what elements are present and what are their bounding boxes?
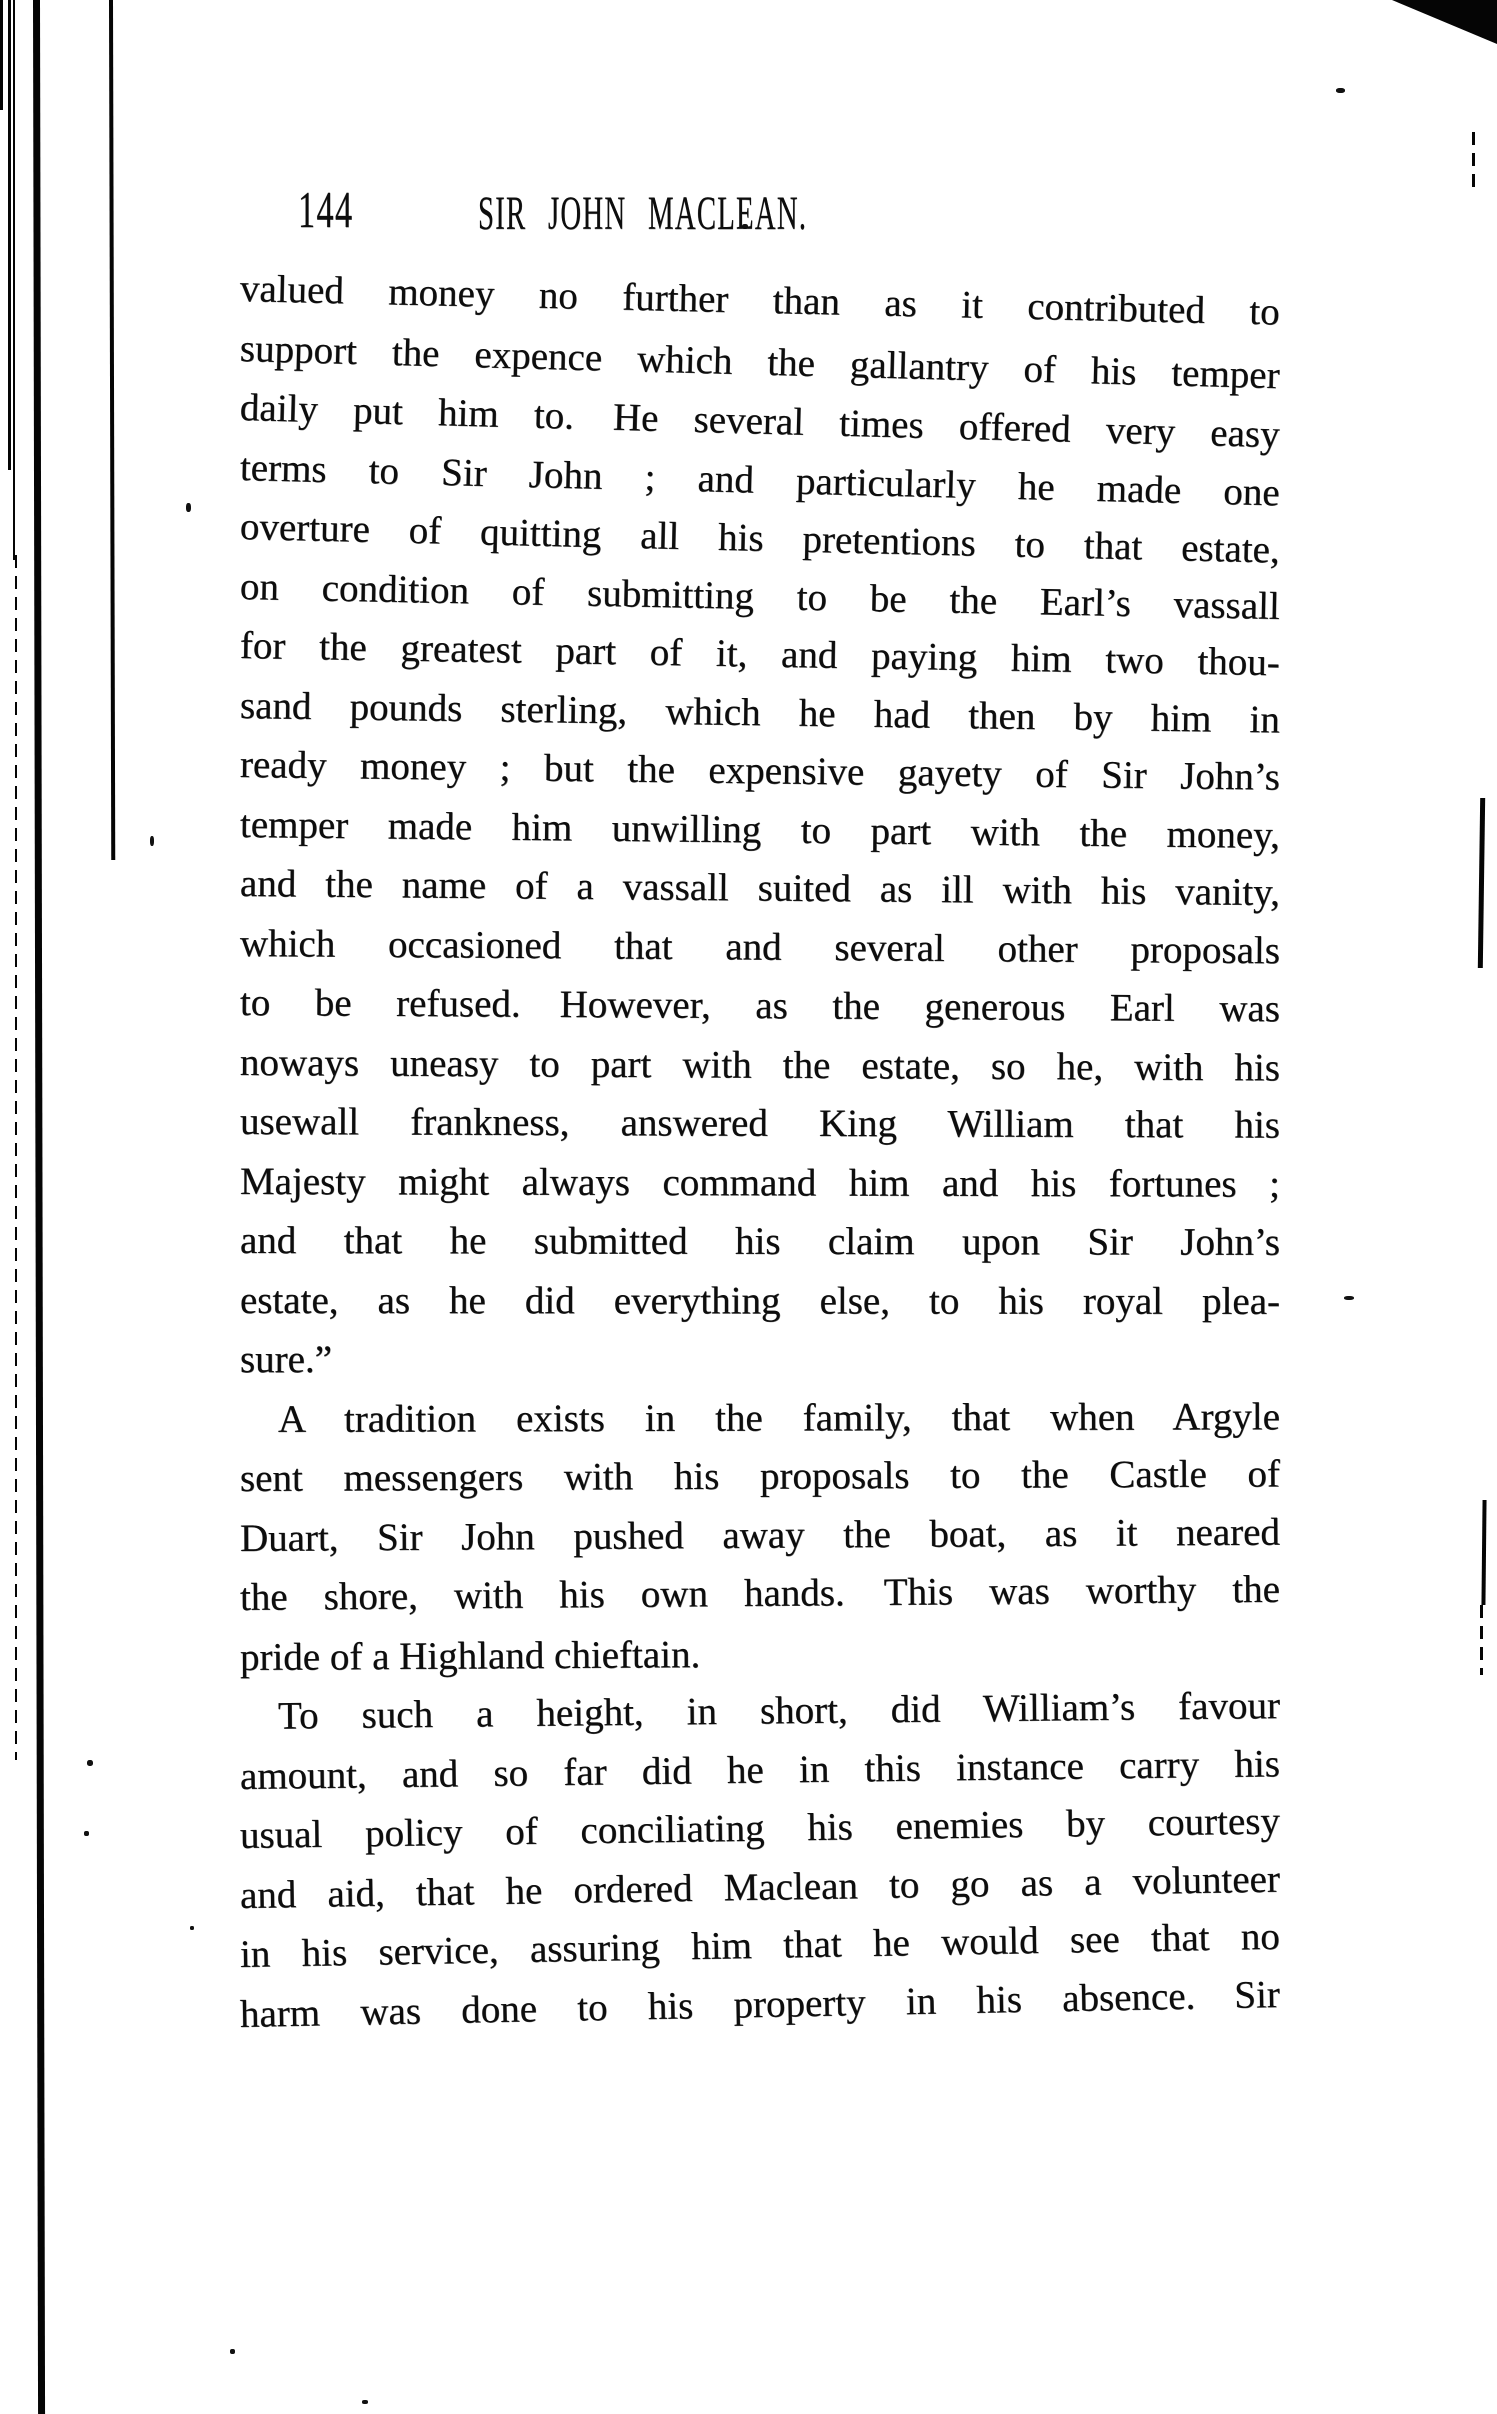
binding-line bbox=[109, 0, 115, 860]
ink-speck bbox=[190, 1926, 194, 1930]
text-line: To such a height, in short, did William’s favour bbox=[277, 1684, 1281, 1738]
text-line: and aid, that he ordered Maclean to go as a volunteer bbox=[239, 1857, 1281, 1917]
text-line: usewall frankness, answered King William that his bbox=[239, 1100, 1281, 1147]
ink-speck bbox=[150, 836, 154, 846]
text-line: Majesty might always command him and his fortunes ; bbox=[239, 1159, 1281, 1206]
text-line: the shore, with his own hands. This was worthy the bbox=[239, 1567, 1281, 1619]
ink-speck bbox=[362, 2400, 368, 2404]
page-number: 144 bbox=[298, 182, 354, 239]
text-line: and that he submitted his claim upon Sir John’s bbox=[239, 1219, 1281, 1264]
text-line: overture of quitting all his pretentions to that estate, bbox=[239, 505, 1281, 572]
binding-line-dashed bbox=[15, 555, 17, 1760]
text-line: Duart, Sir John pushed away the boat, as it neared bbox=[239, 1510, 1281, 1560]
ink-speck bbox=[230, 2349, 235, 2354]
edge-mark bbox=[1481, 1500, 1486, 1605]
ink-speck bbox=[1336, 88, 1345, 93]
binding-line bbox=[8, 0, 11, 470]
text-line: sent messengers with his proposals to the Castle of bbox=[239, 1452, 1281, 1500]
binding-line bbox=[0, 0, 3, 110]
text-line: amount, and so far did he in this instance carry his bbox=[239, 1741, 1281, 1798]
edge-mark bbox=[1478, 798, 1485, 968]
ink-speck bbox=[186, 503, 191, 512]
ink-speck bbox=[84, 1831, 89, 1836]
text-line: to be refused. However, as the generous Earl was bbox=[239, 981, 1281, 1031]
text-line: for the greatest part of it, and paying him two thou- bbox=[239, 624, 1281, 685]
text-line: sand pounds sterling, which he had then by him in bbox=[239, 683, 1281, 742]
text-line: pride of a Highland chieftain. bbox=[239, 1632, 701, 1679]
text-line: support the expence which the gallantry of his temper bbox=[239, 326, 1281, 397]
edge-mark bbox=[1480, 1605, 1483, 1675]
text-line: usual policy of conciliating his enemies by courtesy bbox=[239, 1799, 1281, 1857]
binding-line bbox=[33, 0, 45, 2414]
text-line: harm was done to his property in his absence. Sir bbox=[239, 1972, 1281, 2036]
text-line: which occasioned that and several other proposals bbox=[239, 921, 1281, 972]
text-line: on condition of submitting to be the Earl’s vassall bbox=[239, 564, 1281, 628]
text-line: valued money no further than as it contributed to bbox=[239, 267, 1281, 334]
text-line: in his service, assuring him that he would see that no bbox=[239, 1914, 1281, 1976]
running-header: SIR JOHN MACLEAN. bbox=[478, 187, 808, 240]
binding-line bbox=[13, 0, 15, 560]
text-line: and the name of a vassall suited as ill with his vanity, bbox=[239, 862, 1281, 915]
text-line: A tradition exists in the family, that when Argyle bbox=[277, 1394, 1281, 1441]
ink-speck bbox=[1344, 1296, 1354, 1300]
text-line: noways uneasy to part with the estate, so he, with his bbox=[239, 1040, 1281, 1089]
text-line: ready money ; but the expensive gayety of Sir John’s bbox=[239, 743, 1281, 799]
text-line: terms to Sir John ; and particularly he made one bbox=[239, 445, 1281, 514]
text-line: temper made him unwilling to part with the money, bbox=[239, 802, 1281, 857]
edge-mark bbox=[1472, 132, 1475, 187]
page-curl-dogear bbox=[1392, 0, 1497, 44]
text-line: daily put him to. He several times offered very easy bbox=[239, 386, 1281, 457]
text-line: sure.” bbox=[240, 1338, 333, 1381]
text-line: estate, as he did everything else, to his royal plea- bbox=[239, 1278, 1281, 1323]
ink-speck bbox=[87, 1760, 93, 1766]
page-text bbox=[240, 259, 1280, 2044]
